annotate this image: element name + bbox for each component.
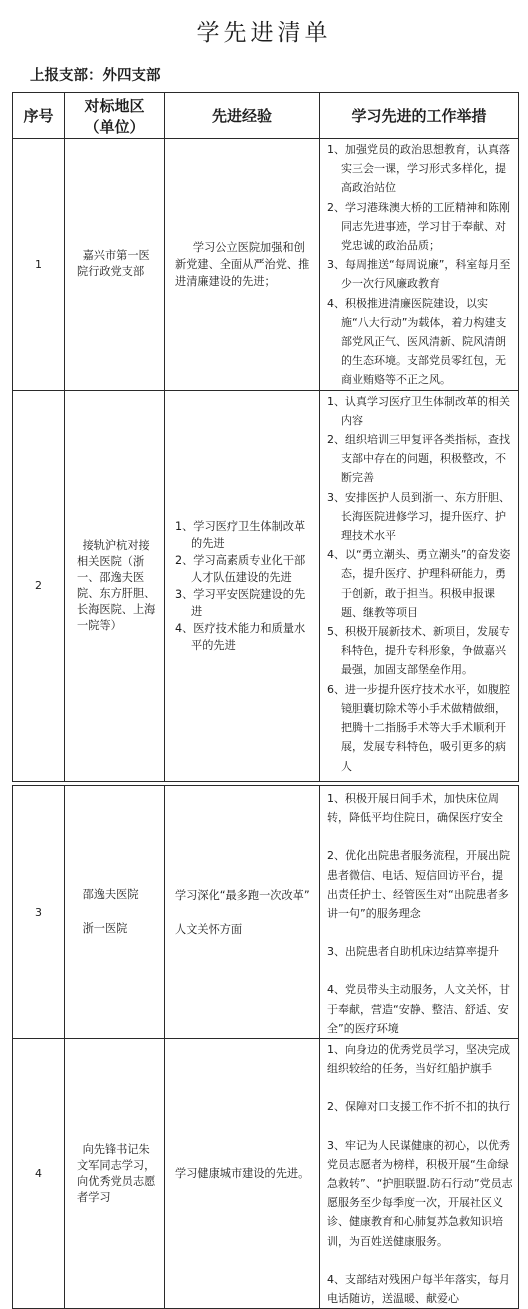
table-row <box>13 139 519 391</box>
experience-item: 4、医疗技术能力和质量水平的先进 <box>175 621 306 652</box>
unit-text: 嘉兴市第一医院行政党支部 <box>77 249 150 279</box>
experience-item: 2、学习高素质专业化干部人才队伍建设的先进 <box>175 553 306 584</box>
measure-item: 1、向身边的优秀党员学习，坚决完成组织较给的任务，当好红船护旗手 <box>327 1043 510 1076</box>
experience-item: 1、学习医疗卫生体制改革的先进 <box>175 519 306 550</box>
measure-item: 4、积极推进清廉医院建设，以实施“八大行动”为载体，着力构建支部党风正气、医风清新、院风清朗的生态环境。支部党员零红包，无商业贿赂等不正之风。 <box>327 296 507 387</box>
measure-item: 4、以“勇立潮头、勇立潮头”的奋发姿态，提升医疗、护理科研能力，勇于创新，敢于担当。积极申报课题、继教等项目 <box>327 548 511 619</box>
measures-cell <box>320 786 519 1039</box>
measure-item: 2、保障对口支援工作不折不扣的执行 <box>327 1100 510 1114</box>
row-number: 4 <box>13 1039 65 1309</box>
row-number: 3 <box>13 786 65 1039</box>
measure-item: 3、牢记为人民谋健康的初心，以优秀党员志愿者为榜样，积极开展“生命绿急救转”、“护胆联盟.防石行动”党员志愿服务至少每季度一次，开展社区义诊、健康教育和心肺复苏急救知识培训，为百姓送健康服务。 <box>327 1138 513 1248</box>
measure-item: 3、出院患者自助机床边结算率提升 <box>327 945 499 959</box>
header-seq: 序号 <box>13 93 65 139</box>
table-row <box>13 1039 519 1309</box>
measure-item: 5、积极开展新技术、新项目，发展专科特色，提升专科形象，争做嘉兴最强，加固支部堡垒作用。 <box>327 625 510 677</box>
row-number: 2 <box>13 390 65 781</box>
measure-item: 4、党员带头主动服务，人文关怀，甘于奉献，营造“安静、整洁、舒适、安全”的医疗环境 <box>327 983 510 1035</box>
unit-text: 浙一医院 <box>82 922 128 936</box>
header-row <box>13 93 519 139</box>
experience-text: 人文关怀方面 <box>175 922 243 936</box>
list-table <box>12 92 519 782</box>
experience-text: 学习公立医院加强和创新党建、全面从严治党、推进清廉建设的先进； <box>175 240 310 288</box>
experience-cell <box>165 1039 320 1309</box>
experience-cell <box>165 390 320 781</box>
experience-cell <box>165 139 320 391</box>
measure-item: 1、认真学习医疗卫生体制改革的相关内容 <box>327 394 510 427</box>
unit-cell <box>65 1039 165 1309</box>
measure-item: 6、进一步提升医疗技术水平，如腹腔镜胆囊切除术等小手术做精做细，把腾十二指肠手术等大手术顺利开展，发展专科特色，吸引更多的病人 <box>327 682 510 773</box>
unit-text: 向先锋书记朱文军同志学习，向优秀党员志愿者学习 <box>77 1142 156 1204</box>
measures-cell <box>320 1039 519 1309</box>
experience-text: 学习健康城市建设的先进。 <box>175 1167 310 1181</box>
measure-item: 1、加强党员的政治思想教育，认真落实三会一课，学习形式多样化，提高政治站位 <box>327 143 510 195</box>
measures-cell <box>320 390 519 781</box>
table-row <box>13 786 519 1039</box>
measure-item: 3、每周推送“每周说廉”，科室每月至少一次行风廉政教育 <box>327 258 511 291</box>
unit-text: 邵逸夫医院 <box>82 888 139 902</box>
row-number: 1 <box>13 139 65 391</box>
measure-item: 4、支部结对残困户每半年落实，每月电话随访，送温暖、献爱心 <box>327 1272 510 1306</box>
measure-item: 2、优化出院患者服务流程，开展出院患者微信、电话、短信回访平台，提出责任护士、经管医生对“出院患者多讲一句”的服务理念 <box>327 849 510 921</box>
measures-cell <box>320 139 519 391</box>
experience-item: 3、学习平安医院建设的先进 <box>175 587 306 618</box>
header-unit-line1: 对标地区 <box>84 96 145 115</box>
header-unit-line2: （单位） <box>84 117 145 136</box>
experience-text: 学习深化“最多跑一次改革” <box>175 888 310 902</box>
branch-label: 上报支部：外四支部 <box>30 68 161 84</box>
list-table-continued <box>12 785 519 1309</box>
unit-cell <box>65 390 165 781</box>
table-row <box>13 390 519 781</box>
measure-item: 2、学习港珠澳大桥的工匠精神和陈刚同志先进事迹，学习甘于奉献、对党忠诚的政治品质； <box>327 200 510 253</box>
measure-item: 2、组织培训三甲复评各类指标，查找支部中存在的问题，积极整改，不断完善 <box>327 433 510 485</box>
unit-cell <box>65 786 165 1039</box>
header-measures: 学习先进的工作举措 <box>320 93 519 139</box>
experience-cell <box>165 786 320 1039</box>
unit-text: 接轨沪杭对接相关医院（浙一、邵逸夫医院、东方肝胆、长海医院、上海一院等） <box>77 538 156 632</box>
measure-item: 3、安排医护人员到浙一、东方肝胆、长海医院进修学习，提升医疗、护理技术水平 <box>327 490 510 543</box>
header-experience: 先进经验 <box>165 93 320 139</box>
page-title: 学先进清单 <box>196 20 332 46</box>
header-unit <box>65 93 165 139</box>
unit-cell <box>65 139 165 391</box>
measure-item: 1、积极开展日间手术，加快床位周转，降低平均住院日，确保医疗安全 <box>327 792 503 825</box>
